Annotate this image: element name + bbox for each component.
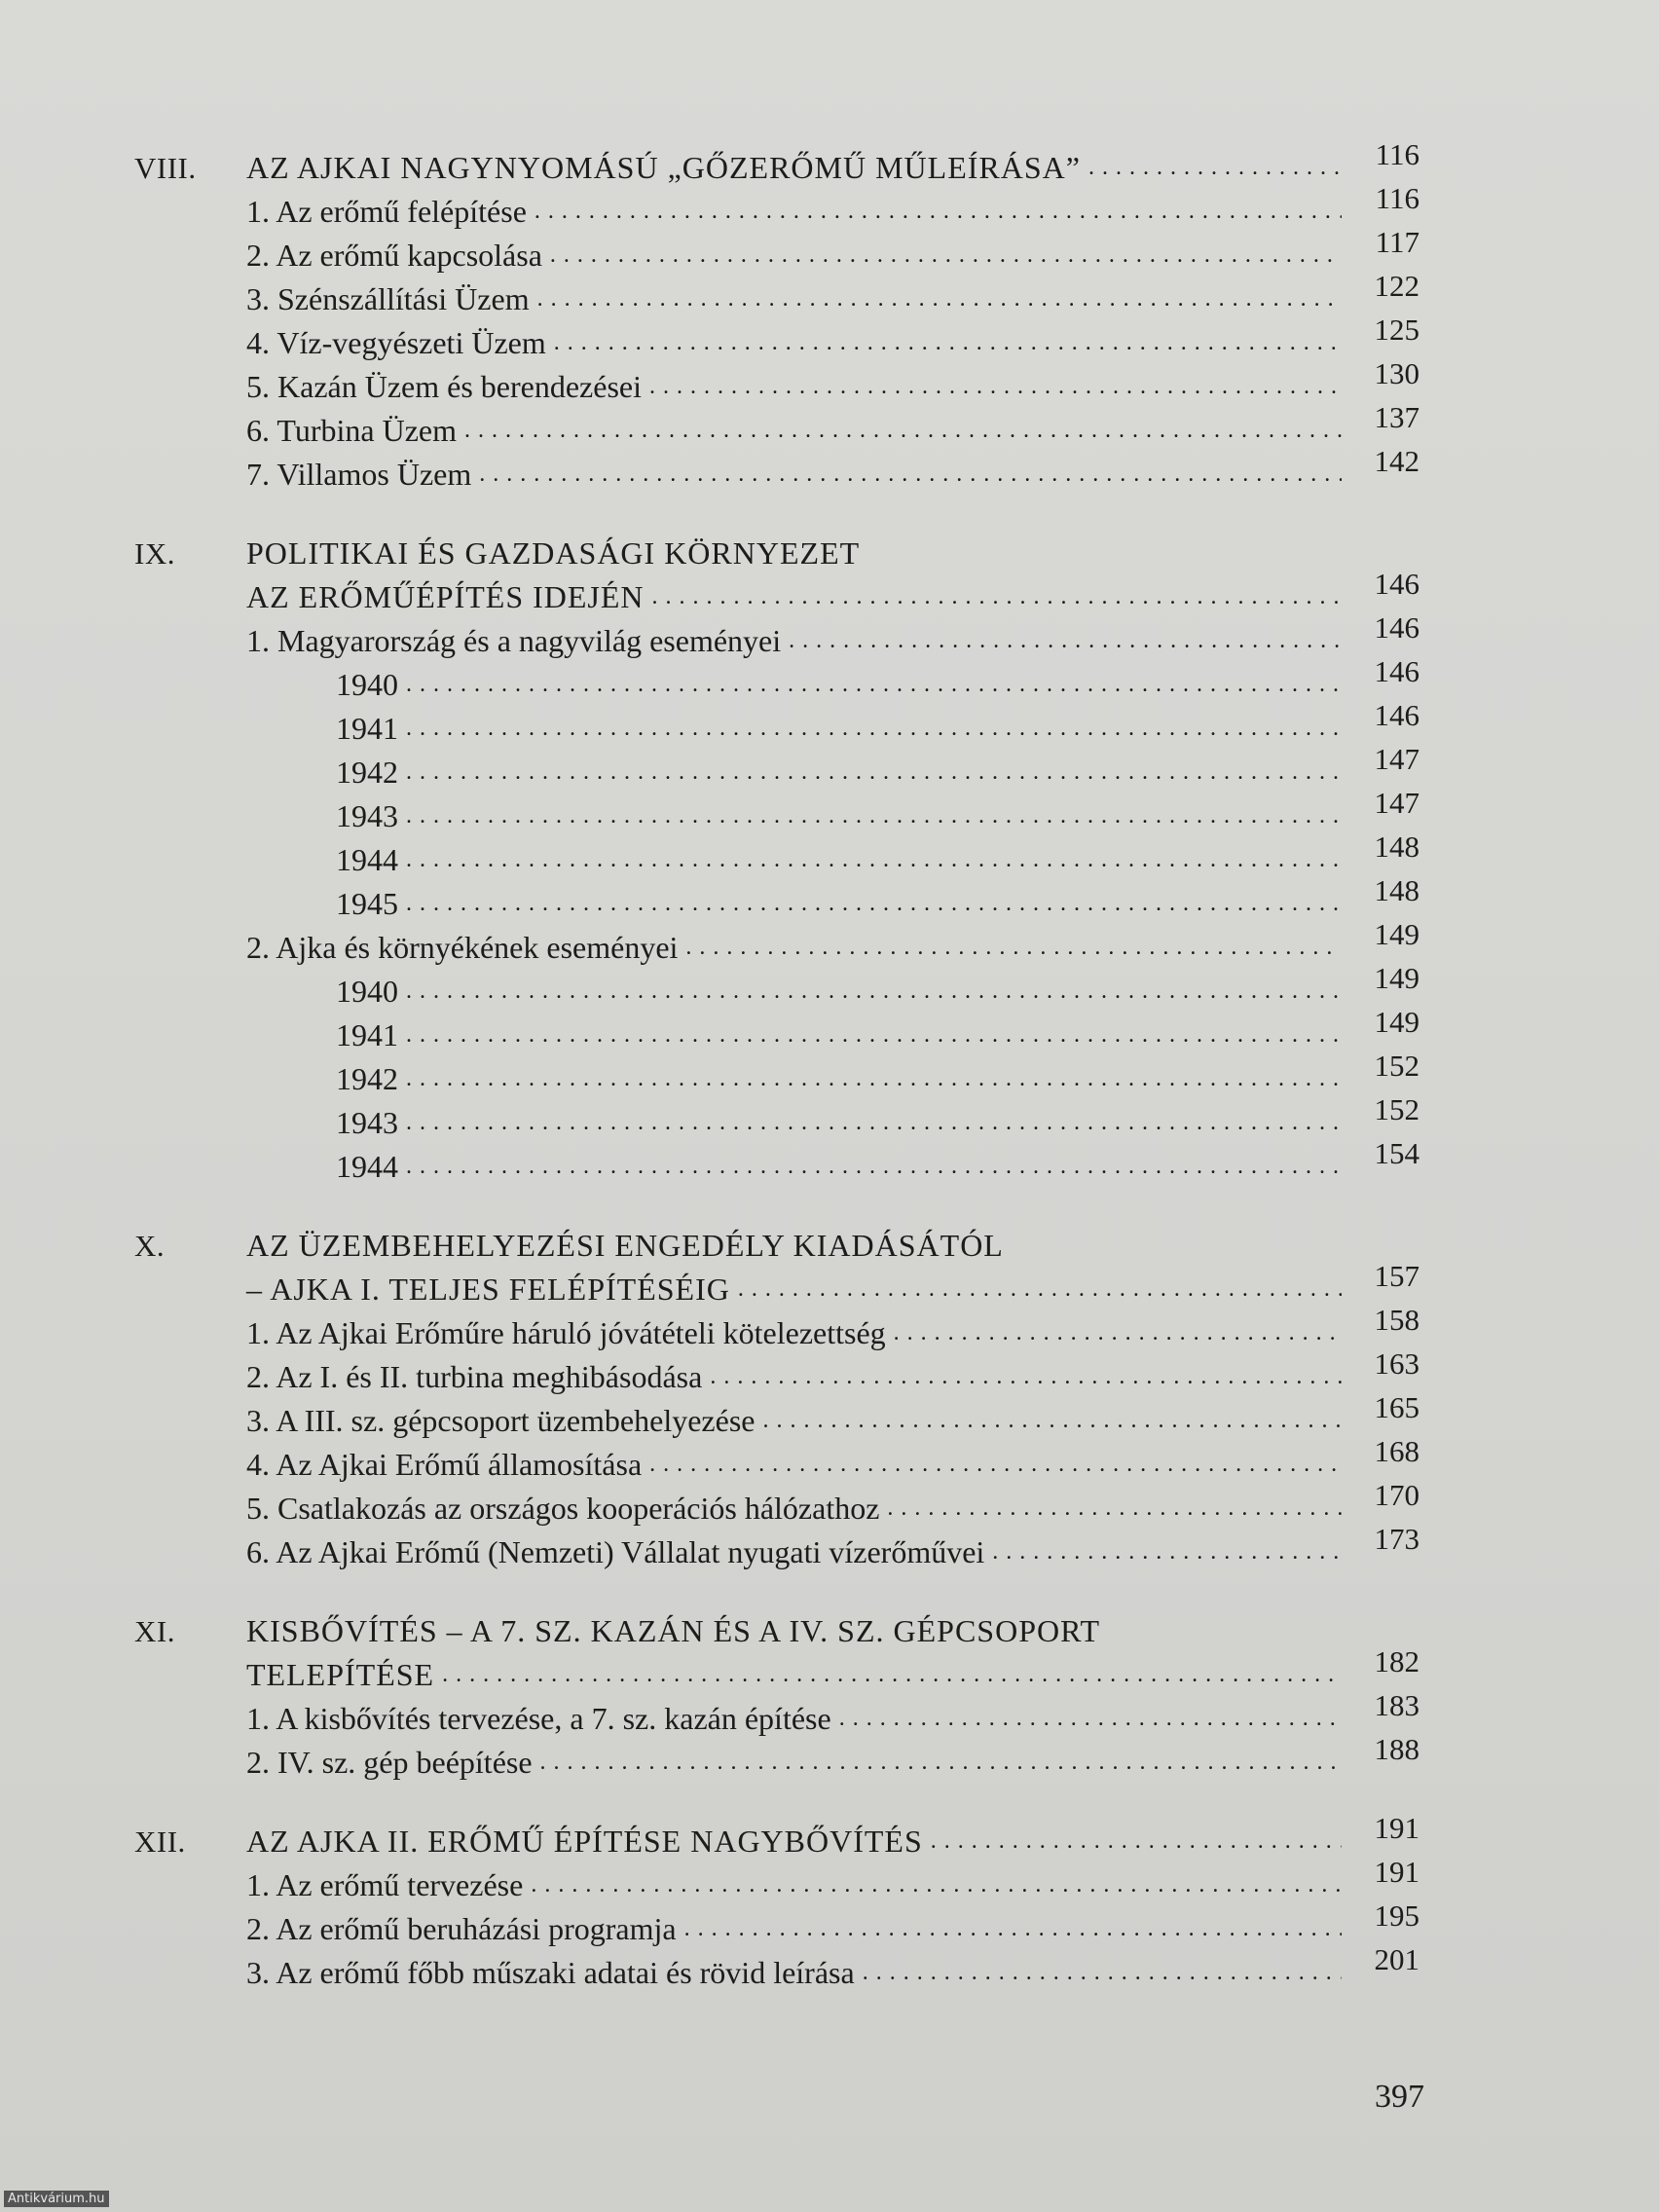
toc-section-row bbox=[134, 1303, 1419, 1355]
year-label: 1943 bbox=[336, 798, 398, 833]
chapter-title: AZ ÜZEMBEHELYEZÉSI ENGEDÉLY KIADÁSÁTÓL bbox=[246, 1228, 1004, 1263]
section-label: 6. Az Ajkai Erőmű (Nemzeti) Vállalat nyugati vízerőművei bbox=[246, 1534, 985, 1569]
entry-page-number: 147 bbox=[1374, 786, 1419, 820]
section-label: 1. Magyarország és a nagyvilág eseményei bbox=[246, 623, 782, 658]
dot-leader bbox=[839, 1697, 1342, 1741]
entry-page-number: 149 bbox=[1374, 1005, 1419, 1039]
toc-chapter-title-row bbox=[134, 1224, 1419, 1268]
toc-year-row bbox=[134, 654, 1419, 707]
chapter-numeral: IX. bbox=[134, 536, 175, 571]
chapter-numeral: X. bbox=[134, 1229, 166, 1263]
toc-chapter-title-row bbox=[134, 567, 1419, 619]
page-number: 397 bbox=[1375, 2079, 1424, 2115]
section-label: 3. Szénszállítási Üzem bbox=[246, 281, 530, 316]
toc-section-row bbox=[134, 1346, 1419, 1399]
entry-page-number: 148 bbox=[1374, 873, 1419, 907]
toc-section-row bbox=[134, 1390, 1419, 1443]
entry-page-number: 173 bbox=[1374, 1522, 1419, 1556]
chapter-title: AZ AJKAI NAGYNYOMÁSÚ „GŐZERŐMŰ MŰLEÍRÁSA” bbox=[246, 150, 1081, 185]
dot-leader bbox=[479, 453, 1342, 497]
toc-chapter bbox=[134, 1609, 1419, 1785]
toc-year-row bbox=[134, 1005, 1419, 1057]
dot-leader bbox=[406, 751, 1342, 794]
chapter-numeral: VIII. bbox=[134, 151, 197, 185]
dot-leader bbox=[531, 1863, 1342, 1907]
toc-section-row bbox=[134, 1478, 1419, 1530]
dot-leader bbox=[406, 663, 1342, 707]
section-label: 2. Az erőmű kapcsolása bbox=[246, 238, 542, 273]
section-label: 1. Az erőmű tervezése bbox=[246, 1867, 524, 1902]
dot-leader bbox=[762, 1399, 1342, 1443]
chapter-page-number: 146 bbox=[1374, 567, 1419, 601]
toc-section-row bbox=[134, 1522, 1419, 1574]
dot-leader bbox=[887, 1487, 1342, 1530]
dot-leader bbox=[652, 575, 1342, 619]
dot-leader bbox=[406, 1057, 1342, 1101]
dot-leader bbox=[894, 1311, 1342, 1355]
toc-section-row bbox=[134, 269, 1419, 321]
section-label: 5. Kazán Üzem és berendezései bbox=[246, 369, 642, 404]
dot-leader bbox=[684, 1907, 1342, 1951]
toc-section-row bbox=[134, 1855, 1419, 1907]
entry-page-number: 125 bbox=[1374, 313, 1419, 347]
dot-leader bbox=[406, 1014, 1342, 1057]
toc-chapter bbox=[134, 1811, 1419, 1995]
chapter-numeral: XII. bbox=[134, 1825, 186, 1859]
year-label: 1942 bbox=[336, 755, 398, 790]
entry-page-number: 116 bbox=[1375, 181, 1419, 215]
year-label: 1943 bbox=[336, 1105, 398, 1140]
toc-chapter bbox=[134, 1224, 1419, 1574]
dot-leader bbox=[554, 321, 1342, 365]
dot-leader bbox=[710, 1355, 1342, 1399]
toc-chapter-title-row bbox=[134, 1259, 1419, 1311]
chapter-numeral: XI. bbox=[134, 1614, 175, 1648]
dot-leader bbox=[535, 190, 1342, 234]
section-label: 4. Az Ajkai Erőmű államosítása bbox=[246, 1447, 643, 1482]
toc-year-row bbox=[134, 1049, 1419, 1101]
section-label: 3. Az erőmű főbb műszaki adatai és rövid leírása bbox=[246, 1955, 855, 1990]
dot-leader bbox=[406, 838, 1342, 882]
section-label: 3. A III. sz. gépcsoport üzembehelyezése bbox=[246, 1403, 756, 1438]
toc-year-row bbox=[134, 698, 1419, 751]
section-label: 7. Villamos Üzem bbox=[246, 457, 472, 492]
year-label: 1941 bbox=[336, 1017, 398, 1052]
toc-section-row bbox=[134, 181, 1419, 234]
entry-page-number: 201 bbox=[1374, 1942, 1419, 1976]
toc-year-row bbox=[134, 1136, 1419, 1189]
year-label: 1940 bbox=[336, 667, 398, 702]
toc-section-row bbox=[134, 225, 1419, 277]
toc-section-row bbox=[134, 1434, 1419, 1487]
toc-year-row bbox=[134, 961, 1419, 1014]
toc-section-row bbox=[134, 1942, 1419, 1995]
chapter-page-number: 182 bbox=[1374, 1644, 1419, 1678]
chapter-title: KISBŐVÍTÉS – A 7. SZ. KAZÁN ÉS A IV. SZ. GÉPCSOPORT bbox=[246, 1613, 1101, 1648]
dot-leader bbox=[789, 619, 1342, 663]
toc-section-row bbox=[134, 1688, 1419, 1741]
year-label: 1944 bbox=[336, 1149, 398, 1184]
section-label: 2. Ajka és környékének eseményei bbox=[246, 930, 679, 965]
section-label: 2. IV. sz. gép beépítése bbox=[246, 1745, 533, 1780]
entry-page-number: 147 bbox=[1374, 742, 1419, 776]
year-label: 1944 bbox=[336, 842, 398, 877]
chapter-title: TELEPÍTÉSE bbox=[246, 1657, 435, 1692]
section-label: 1. Az Ajkai Erőműre háruló jóvátételi kötelezettség bbox=[246, 1315, 886, 1350]
toc-year-row bbox=[134, 830, 1419, 882]
section-label: 5. Csatlakozás az országos kooperációs hálózathoz bbox=[246, 1491, 880, 1526]
dot-leader bbox=[406, 794, 1342, 838]
toc-year-row bbox=[134, 873, 1419, 926]
section-label: 1. A kisbővítés tervezése, a 7. sz. kazán építése bbox=[246, 1701, 831, 1736]
toc-section-row bbox=[134, 400, 1419, 453]
entry-page-number: 149 bbox=[1374, 917, 1419, 951]
entry-page-number: 152 bbox=[1374, 1092, 1419, 1126]
dot-leader bbox=[406, 1145, 1342, 1189]
toc-section-row bbox=[134, 1899, 1419, 1951]
dot-leader bbox=[685, 926, 1342, 970]
year-label: 1941 bbox=[336, 711, 398, 746]
toc-year-row bbox=[134, 742, 1419, 794]
toc-section-row bbox=[134, 444, 1419, 497]
entry-page-number: 170 bbox=[1374, 1478, 1419, 1512]
chapter-title: AZ AJKA II. ERŐMŰ ÉPÍTÉSE NAGYBŐVÍTÉS bbox=[246, 1824, 923, 1859]
entry-page-number: 188 bbox=[1374, 1732, 1419, 1766]
entry-page-number: 146 bbox=[1374, 610, 1419, 645]
year-label: 1940 bbox=[336, 974, 398, 1009]
dot-leader bbox=[931, 1820, 1342, 1863]
toc-section-row bbox=[134, 610, 1419, 663]
dot-leader bbox=[649, 1443, 1342, 1487]
toc-section-row bbox=[134, 356, 1419, 409]
entry-page-number: 154 bbox=[1374, 1136, 1419, 1170]
entry-page-number: 183 bbox=[1374, 1688, 1419, 1722]
entry-page-number: 117 bbox=[1375, 225, 1419, 259]
dot-leader bbox=[406, 707, 1342, 751]
entry-page-number: 158 bbox=[1374, 1303, 1419, 1337]
toc-year-row bbox=[134, 786, 1419, 838]
entry-page-number: 168 bbox=[1374, 1434, 1419, 1468]
entry-page-number: 152 bbox=[1374, 1049, 1419, 1083]
dot-leader bbox=[442, 1653, 1342, 1697]
toc-chapter bbox=[134, 532, 1419, 1189]
entry-page-number: 163 bbox=[1374, 1346, 1419, 1381]
dot-leader bbox=[738, 1268, 1342, 1311]
dot-leader bbox=[1088, 146, 1342, 190]
toc-chapter-title-row bbox=[134, 1811, 1419, 1863]
entry-page-number: 165 bbox=[1374, 1390, 1419, 1424]
toc-section-row bbox=[134, 313, 1419, 365]
toc-section-row bbox=[134, 1732, 1419, 1785]
dot-leader bbox=[992, 1530, 1342, 1574]
section-label: 1. Az erőmű felépítése bbox=[246, 194, 527, 229]
dot-leader bbox=[406, 970, 1342, 1014]
toc-chapter-title-row bbox=[134, 1609, 1419, 1653]
chapter-title: AZ ERŐMŰÉPÍTÉS IDEJÉN bbox=[246, 579, 645, 614]
entry-page-number: 122 bbox=[1374, 269, 1419, 303]
section-label: 2. Az I. és II. turbina meghibásodása bbox=[246, 1359, 703, 1394]
entry-page-number: 142 bbox=[1374, 444, 1419, 478]
section-label: 4. Víz-vegyészeti Üzem bbox=[246, 325, 546, 360]
chapter-page-number: 157 bbox=[1374, 1259, 1419, 1293]
entry-page-number: 191 bbox=[1374, 1855, 1419, 1889]
dot-leader bbox=[540, 1741, 1342, 1785]
toc-chapter-title-row bbox=[134, 1644, 1419, 1697]
dot-leader bbox=[406, 882, 1342, 926]
entry-page-number: 195 bbox=[1374, 1899, 1419, 1933]
toc-section-row bbox=[134, 917, 1419, 970]
dot-leader bbox=[537, 277, 1342, 321]
entry-page-number: 146 bbox=[1374, 654, 1419, 688]
section-label: 6. Turbina Üzem bbox=[246, 413, 457, 448]
toc-chapter bbox=[134, 137, 1419, 497]
entry-page-number: 130 bbox=[1374, 356, 1419, 390]
chapter-title: POLITIKAI ÉS GAZDASÁGI KÖRNYEZET bbox=[246, 535, 861, 571]
entry-page-number: 148 bbox=[1374, 830, 1419, 864]
entry-page-number: 137 bbox=[1374, 400, 1419, 434]
chapter-page-number: 116 bbox=[1375, 137, 1419, 171]
dot-leader bbox=[863, 1951, 1342, 1995]
toc-year-row bbox=[134, 1092, 1419, 1145]
dot-leader bbox=[550, 234, 1342, 277]
entry-page-number: 146 bbox=[1374, 698, 1419, 732]
toc-chapter-title-row bbox=[134, 532, 1419, 575]
year-label: 1942 bbox=[336, 1061, 398, 1096]
dot-leader bbox=[464, 409, 1342, 453]
year-label: 1945 bbox=[336, 886, 398, 921]
table-of-contents bbox=[134, 137, 1419, 2030]
chapter-title: – AJKA I. TELJES FELÉPÍTÉSÉIG bbox=[246, 1272, 730, 1307]
entry-page-number: 149 bbox=[1374, 961, 1419, 995]
dot-leader bbox=[649, 365, 1342, 409]
site-watermark: Antikvárium.hu bbox=[4, 2191, 109, 2207]
toc-chapter-title-row bbox=[134, 137, 1419, 190]
section-label: 2. Az erőmű beruházási programja bbox=[246, 1911, 677, 1946]
chapter-page-number: 191 bbox=[1374, 1811, 1419, 1845]
dot-leader bbox=[406, 1101, 1342, 1145]
